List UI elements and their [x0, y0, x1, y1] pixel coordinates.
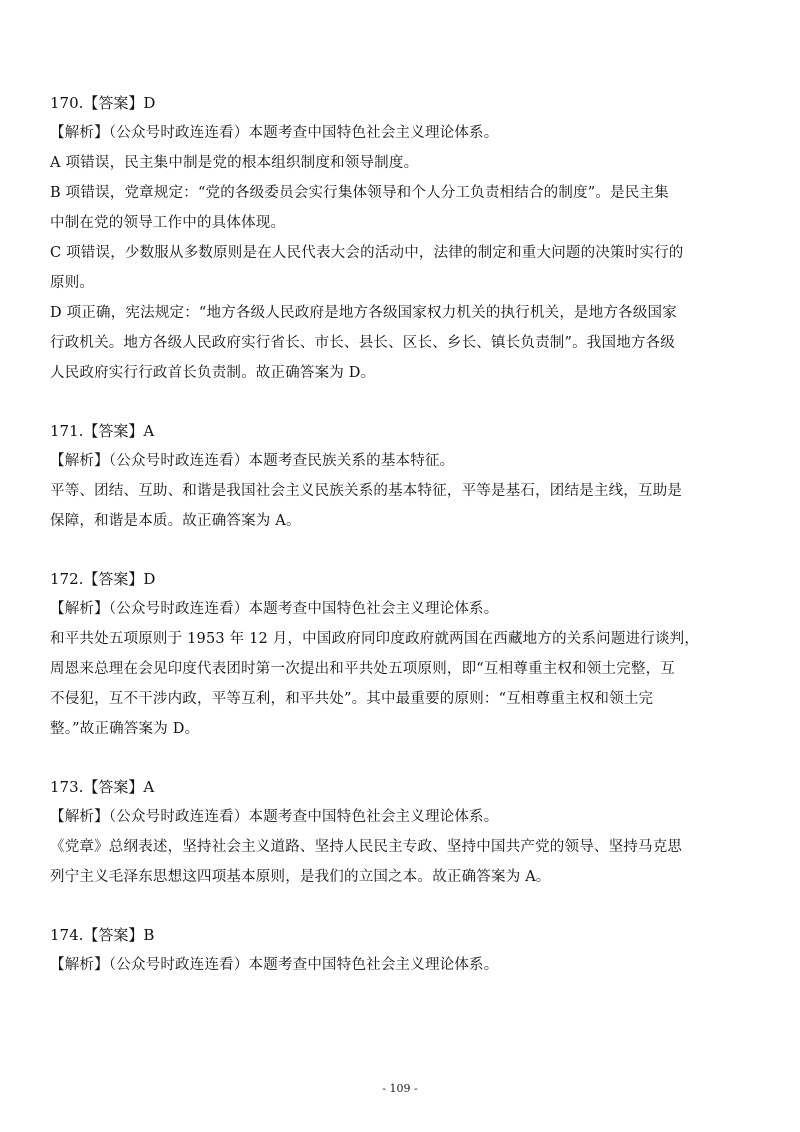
explanation-line: 【解析】（公众号时政连连看）本题考查中国特色社会主义理论体系。: [50, 601, 499, 617]
explanation-line: 【解析】（公众号时政连连看）本题考查中国特色社会主义理论体系。: [50, 125, 499, 141]
answer-heading: 173.【答案】A: [50, 778, 155, 796]
answer-block-172: [50, 564, 770, 744]
explanation-line: 平等、团结、互助、和谐是我国社会主义民族关系的基本特征，平等是基石，团结是主线，互助是: [50, 483, 683, 499]
explanation-line: 《党章》总纲表述，坚持社会主义道路、坚持人民民主专政、坚持中国共产党的领导、坚持马克思: [50, 839, 683, 855]
explanation-line: 整。”故正确答案为 D。: [50, 721, 200, 737]
explanation-line: 原则。: [50, 275, 95, 291]
page-number: - 109 -: [382, 1082, 418, 1095]
answer-block-173: [50, 772, 770, 892]
explanation-line: 列宁主义毛泽东思想这四项基本原则，是我们的立国之本。故正确答案为 A。: [50, 869, 551, 885]
explanation-line: D 项正确，宪法规定：“地方各级人民政府是地方各级国家权力机关的执行机关，是地方各级国家: [50, 305, 677, 321]
answer-block-171: [50, 416, 770, 536]
explanation-line: 行政机关。地方各级人民政府实行省长、市长、县长、区长、乡长、镇长负责制”。我国地方各级: [50, 335, 676, 351]
answer-heading: 174.【答案】B: [50, 926, 155, 944]
explanation-line: 中制在党的领导工作中的具体体现。: [50, 215, 286, 231]
explanation-line: A 项错误，民主集中制是党的根本组织制度和领导制度。: [50, 155, 419, 171]
answer-block-174: [50, 920, 770, 980]
explanation-line: 【解析】（公众号时政连连看）本题考查民族关系的基本特征。: [50, 453, 455, 469]
answer-heading: 170.【答案】D: [50, 94, 156, 112]
explanation-line: 【解析】（公众号时政连连看）本题考查中国特色社会主义理论体系。: [50, 809, 499, 825]
explanation-line: B 项错误，党章规定：“党的各级委员会实行集体领导和个人分工负责相结合的制度”。是民主集: [50, 185, 669, 201]
answer-heading: 171.【答案】A: [50, 422, 155, 440]
answer-page: [50, 88, 770, 1008]
explanation-line: 人民政府实行行政首长负责制。故正确答案为 D。: [50, 365, 376, 381]
explanation-line: C 项错误，少数服从多数原则是在人民代表大会的活动中，法律的制定和重大问题的决策时实行的: [50, 245, 684, 261]
explanation-line: 【解析】（公众号时政连连看）本题考查中国特色社会主义理论体系。: [50, 957, 499, 973]
answer-heading: 172.【答案】D: [50, 570, 156, 588]
answer-block-170: [50, 88, 770, 388]
explanation-line: 不侵犯，互不干涉内政，平等互利，和平共处”。其中最重要的原则：“互相尊重主权和领土完: [50, 691, 654, 707]
explanation-line: 周恩来总理在会见印度代表团时第一次提出和平共处五项原则，即“互相尊重主权和领土完整，互: [50, 661, 676, 677]
explanation-line: 保障，和谐是本质。故正确答案为 A。: [50, 513, 301, 529]
explanation-line: 和平共处五项原则于 1953 年 12 月，中国政府同印度政府就两国在西藏地方的关系问题进行谈判，: [50, 631, 700, 647]
